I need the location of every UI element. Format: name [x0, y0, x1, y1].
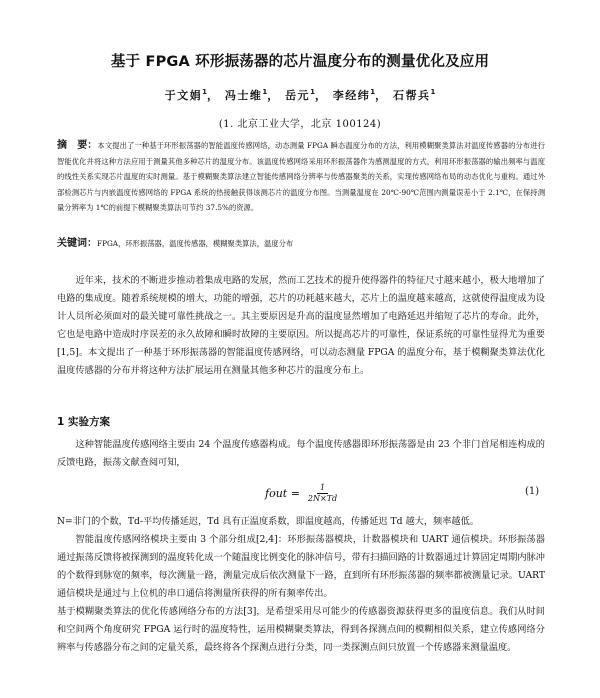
author: 冯士维$^1$	[224, 88, 268, 102]
intro-paragraph: 近年来，技术的不断进步推动着集成电路的发展，然而工艺技术的提升使得器件的特征尺寸越来越小，极大地增加了电路的集成度。随着系统规模的增大，功能的增强，芯片的功耗越来越大，芯片上的温度越来越高，这就使得温度成为设计人员所必须面对的最关键可靠性挑战之一。其主要原因是升高的温度显然增加了电路延迟并缩短了芯片的寿命。此外，它也是电路中造成时序误差的永久故障和瞬时故障的主要原因。所以提高芯片的可靠性，保证系统的可靠性显得尤为重要[1,5]。本文提出了一种基于环形振荡器的智能温度传感网络，可以动态测量 FPGA 的温度分布，基于模糊聚类算法优化温度传感器的分布并将这种方法扩展运用在测量其他多种芯片的温度分布上。	[57, 275, 545, 376]
equation-numerator: 1	[317, 483, 328, 494]
author: 石帮兵$^1$	[393, 88, 436, 102]
keywords	[57, 237, 545, 250]
body-text	[57, 513, 545, 657]
equation-denominator: 2N×Td	[307, 494, 338, 503]
paragraph: 智能温度传感网络模块主要由 3 个部分组成[2,4]：环形振荡器模块，计数器模块和 UART 通信模块。环形振荡器通过振荡反馈将被探测到的温度转化成一个随温度比例变化的脉冲信号，带有扫描回路的计数器通过计算固定周期内脉冲的个数得到脉宽的频率，每次测量一路，测量完成后依次测量下一路，直到所有环形振荡器的频率都被测量记录。UART 通信模块是通过与上位机的串口通信将测量所获得的所有频率传出。	[57, 534, 545, 599]
equation-number: (1)	[525, 486, 540, 497]
abstract-text: 本文提出了一种基于环形振荡器的智能温度传感网络，动态测量 FPGA 瞬态温度分布的方法，利用模糊聚类算法对温度传感器的分布进行智能优化并将这种方法应用于测量其他多种芯片的温度分布。该温度传感网络采用环形振荡器作为感测温度的方式，利用环形振荡器的输出频率与温度的线性关系实现芯片温度的实时测量。基于模糊聚类算法建立智能传感网络分辨率与传感器聚类的关系，实现传感网络布局的动态优化与重构。通过外部检测芯片与内嵌温度传感网络的 FPGA 系统的热接触获得该测芯片的温度分布图。当测量温度在 20℃-90℃范围内测量误差小于 2.1℃，在保持测量分辨率为 1℃的前提下模糊聚类算法可节约 37.5%的资源。	[57, 141, 545, 213]
affiliation: (1. 北京工业大学，北京 100124)	[218, 119, 382, 130]
paragraph: N=非门的个数，Td-平均传播延迟，Td 具有正温度系数，即温度越高，传播延迟 Td 越大，频率越低。	[57, 516, 479, 527]
abstract	[57, 138, 545, 216]
author: 于文娟$^1$	[164, 88, 207, 102]
keywords-label: 关键词：	[57, 238, 97, 249]
author: 李经纬$^1$	[332, 88, 376, 102]
abstract-label: 摘 要：	[57, 140, 98, 151]
equation-1	[0, 480, 600, 510]
author-list: 于文娟$^1$， 冯士维$^1$， 岳元$^1$， 李经纬$^1$， 石帮兵$^1$	[164, 88, 436, 102]
equation-lhs: fout =	[265, 487, 300, 500]
keywords-text: FPGA，环形振荡器，温度传感器，模糊聚类算法，温度分布	[97, 239, 294, 248]
section-heading: 1 实验方案	[57, 416, 110, 428]
paragraph: 基于模糊聚类算法的优化传感网络分布的方法[3]，是希望采用尽可能少的传感器资源获得更多的温度信息。我们从时间和空间两个角度研究 FPGA 运行时的温度特性，运用模糊聚类算法，得到各探测点间的模糊相似关系，建立传感网络分辨率与传感器分布之间的定量关系，最终将各个探测点进行分类，同一类探测点间只放置一个传感器来测量温度。	[57, 606, 545, 653]
equation-fraction	[305, 483, 340, 504]
section1-paragraph: 这种智能温度传感网络主要由 24 个温度传感器构成。每个温度传感器即环形振荡器是由 23 个非门首尾相连构成的反馈电路，振荡文献查阅可知，	[57, 439, 545, 468]
author: 岳元$^1$	[285, 88, 315, 102]
paper-title: 基于 FPGA 环形振荡器的芯片温度分布的测量优化及应用	[110, 54, 490, 70]
